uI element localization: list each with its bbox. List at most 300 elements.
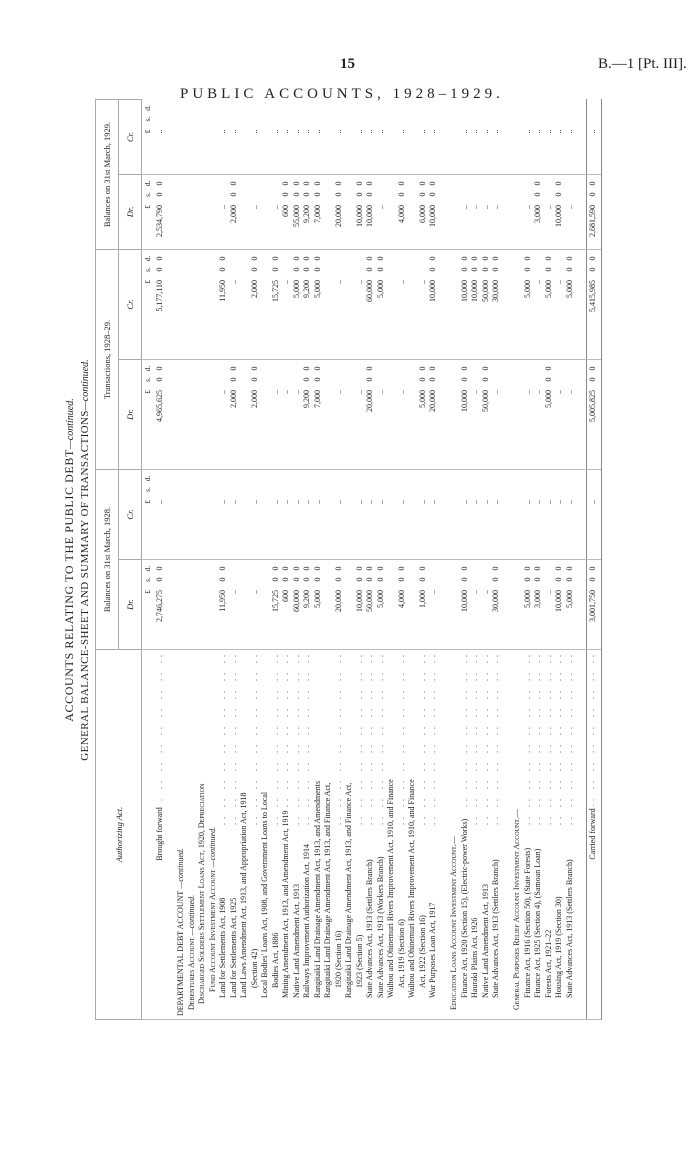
- authorizing-act: [565, 650, 576, 1020]
- amount-b28cr: [166, 469, 177, 559]
- pounds: ..: [302, 129, 311, 134]
- amount-b29dr: [344, 174, 355, 249]
- pence: 0: [588, 566, 598, 571]
- shillings: [281, 264, 292, 275]
- shillings: 0: [459, 577, 469, 582]
- pence: [418, 473, 429, 484]
- shillings: [376, 189, 387, 200]
- pounds: ..: [543, 129, 553, 134]
- pounds: ..: [543, 499, 553, 504]
- act-text: [166, 1014, 175, 1016]
- amount-b29cr: [281, 99, 292, 174]
- amount-b28cr: [460, 469, 471, 559]
- act-text: Finance Act, 1920 (Section 15), (Electric-power Works): [459, 818, 469, 998]
- pence: 0: [155, 256, 164, 261]
- amount-b28dr: [586, 560, 601, 650]
- shillings: 0: [396, 577, 406, 582]
- amount-tdr: [502, 359, 513, 469]
- amount-b28cr: [533, 469, 544, 559]
- pence: [313, 473, 324, 484]
- pence: [365, 473, 376, 484]
- act-text: Fund Account Investment Account: [207, 869, 217, 992]
- amount-b28dr: [460, 560, 471, 650]
- shillings: 0: [312, 267, 322, 272]
- amount-b29cr: [470, 99, 481, 174]
- amount-b29cr: [187, 99, 198, 174]
- amount-b28dr: [544, 560, 555, 650]
- pounds: 4,000: [396, 204, 406, 223]
- table-row: [586, 99, 601, 1019]
- shillings: [397, 264, 408, 275]
- amount-b28cr: [470, 469, 481, 559]
- amount-b28cr: [502, 469, 513, 559]
- amount-b29dr: [197, 174, 208, 249]
- shillings: [250, 189, 261, 200]
- amount-b28dr: [176, 560, 187, 650]
- pounds: 2,534,790: [155, 204, 164, 237]
- shillings: [533, 113, 544, 124]
- shillings: [281, 374, 292, 385]
- pounds: ..: [417, 279, 427, 284]
- amount-b29cr: [250, 99, 261, 174]
- pounds: 10,000: [459, 590, 469, 612]
- amount-b29cr: [554, 99, 565, 174]
- pounds: 30,000: [491, 279, 500, 302]
- pounds: ..: [218, 499, 227, 504]
- pounds: 4,000: [396, 590, 406, 608]
- pence: [523, 473, 534, 484]
- act-text: Rangitaiki Land Drainage Amendment Act, 1913, and Finance Act,: [344, 782, 353, 998]
- rotated-table-section: [62, 100, 607, 1020]
- shillings: [334, 264, 345, 275]
- pounds: ..: [470, 129, 479, 134]
- pounds: ..: [554, 279, 563, 284]
- amount-b29dr: [208, 174, 219, 249]
- amount-b28dr: [229, 560, 240, 650]
- shillings: [588, 484, 599, 495]
- amount-b29dr: [376, 174, 387, 249]
- shillings: [533, 484, 544, 495]
- pounds: ..: [302, 499, 311, 504]
- title-continued: —continued.: [65, 398, 76, 450]
- pounds: ..: [491, 129, 500, 134]
- pounds: 5,000: [375, 279, 385, 298]
- amount-b29cr: [208, 99, 219, 174]
- pence: [397, 102, 408, 113]
- amount-b29dr: [365, 174, 376, 249]
- act-text: General Purposes Relief Account Investment Account.—: [512, 809, 521, 1010]
- pence: 0: [291, 256, 301, 261]
- amount-b29cr: [166, 99, 177, 174]
- pence: [292, 363, 303, 374]
- table-row: [365, 99, 376, 1019]
- pence: 0: [365, 566, 374, 571]
- pounds: 2,000: [228, 389, 238, 408]
- shillings: 0: [281, 577, 290, 582]
- shillings: 0: [302, 577, 311, 582]
- pounds: 2,000: [249, 279, 259, 298]
- shillings: [355, 113, 366, 124]
- amount-tcr: [323, 249, 334, 359]
- shillings: [481, 484, 492, 495]
- pence: 0: [228, 366, 238, 371]
- pence: [334, 363, 345, 374]
- amount-tdr: [365, 359, 376, 469]
- pence: 0: [554, 181, 563, 186]
- pounds: ..: [270, 129, 280, 134]
- pence: 0: [375, 566, 385, 571]
- pence: [292, 102, 303, 113]
- amount-tcr: [586, 249, 601, 359]
- shillings: [481, 113, 492, 124]
- authorizing-act: [208, 650, 219, 1020]
- pence: [302, 102, 313, 113]
- table-row: [407, 99, 418, 1019]
- authorizing-act: [281, 650, 292, 1020]
- amount-b29dr: [449, 174, 460, 249]
- pence: 0: [354, 566, 364, 571]
- shillings: [523, 113, 534, 124]
- pounds: ..: [333, 499, 343, 504]
- shillings: 0: [365, 267, 374, 272]
- shillings: [271, 113, 282, 124]
- amount-b28cr: [565, 469, 576, 559]
- pounds: 5,000: [375, 590, 385, 608]
- authorizing-act: [302, 650, 313, 1020]
- shillings: [460, 113, 471, 124]
- shillings: [302, 484, 313, 495]
- amount-b29cr: [323, 99, 334, 174]
- pounds: ..: [281, 279, 290, 284]
- shillings: [397, 113, 408, 124]
- shillings: [271, 189, 282, 200]
- pounds: ..: [155, 129, 164, 134]
- amount-b28cr: [386, 469, 397, 559]
- pence: [218, 102, 229, 113]
- shillings: [292, 484, 303, 495]
- shillings: 0: [228, 192, 238, 197]
- pounds: ..: [533, 499, 542, 504]
- table-row: [491, 99, 502, 1019]
- amount-b29cr: [376, 99, 387, 174]
- pounds: ..: [249, 129, 259, 134]
- shillings: [313, 113, 324, 124]
- shillings: [565, 189, 576, 200]
- amount-tdr: [155, 359, 166, 469]
- pence: 0: [480, 256, 490, 261]
- pounds: 600: [281, 204, 290, 217]
- shillings: [302, 113, 313, 124]
- pounds: ..: [588, 129, 598, 134]
- pounds: ..: [417, 499, 427, 504]
- title-text: ACCOUNTS RELATING TO THE PUBLIC DEBT: [62, 449, 76, 722]
- shillings: 0: [354, 577, 364, 582]
- pounds: 2,000: [228, 204, 238, 223]
- header-cr: Cr.: [119, 469, 142, 559]
- table-row: [313, 99, 324, 1019]
- authorizing-act: [544, 650, 555, 1020]
- pence: [491, 102, 502, 113]
- authorizing-act: [491, 650, 502, 1020]
- pounds: ..: [396, 499, 406, 504]
- amount-b28dr: [313, 560, 324, 650]
- shillings: 0: [155, 377, 164, 382]
- amount-b28dr: [565, 560, 576, 650]
- pounds: ..: [281, 499, 290, 504]
- pence: 0: [491, 566, 500, 571]
- pounds: ..: [249, 204, 259, 209]
- amount-b28dr: [439, 560, 450, 650]
- pounds: 5,000: [312, 590, 322, 608]
- shillings: 0: [333, 577, 343, 582]
- authorizing-act: [187, 650, 198, 1020]
- authorizing-act: [460, 650, 471, 1020]
- amount-b28cr: [271, 469, 282, 559]
- pounds: ..: [470, 499, 479, 504]
- amount-tdr: [260, 359, 271, 469]
- authorizing-act: [271, 650, 282, 1020]
- amount-b28cr: [586, 469, 601, 559]
- pence: [481, 473, 492, 484]
- amount-tdr: [386, 359, 397, 469]
- shillings: [397, 484, 408, 495]
- amount-b28dr: [502, 560, 513, 650]
- pounds: 11,950: [218, 590, 227, 612]
- header-dr: Dr.: [119, 359, 142, 469]
- pounds: ..: [281, 389, 290, 394]
- shillings: [376, 374, 387, 385]
- pence: 0: [428, 181, 437, 186]
- shillings: 0: [543, 267, 553, 272]
- shillings: [418, 484, 429, 495]
- shillings: [470, 113, 481, 124]
- amount-b28dr: [239, 560, 250, 650]
- amount-b28dr: [449, 560, 460, 650]
- amount-b28cr: [208, 469, 219, 559]
- pounds: ..: [533, 129, 542, 134]
- amount-tcr: [470, 249, 481, 359]
- pounds: ..: [375, 389, 385, 394]
- act-text: Discharged Soldiers Settlement Loans Act, 1920, Depreciation: [197, 783, 206, 1004]
- pounds: ..: [480, 204, 490, 209]
- amount-tcr: [449, 249, 460, 359]
- shillings: [491, 374, 502, 385]
- pence: 0: [522, 566, 532, 571]
- amount-b28cr: [439, 469, 450, 559]
- pounds: ..: [543, 590, 553, 594]
- pence: [376, 102, 387, 113]
- amount-b29dr: [292, 174, 303, 249]
- pence: 0: [459, 566, 469, 571]
- shillings: 0: [522, 577, 532, 582]
- shillings: [554, 264, 565, 275]
- header-balances-1929: Balances on 31st March, 1929.: [96, 99, 119, 249]
- amount-tcr: [407, 249, 418, 359]
- pence: [397, 253, 408, 264]
- authorizing-act: [344, 650, 355, 1020]
- amount-b29cr: [481, 99, 492, 174]
- pounds: ..: [459, 129, 469, 134]
- act-text: War Purposes Loan Act, 1917: [428, 902, 437, 998]
- pounds: ..: [228, 279, 238, 284]
- pence: [554, 253, 565, 264]
- act-text: [575, 1014, 584, 1016]
- pence: 0: [491, 256, 500, 261]
- shillings: [281, 113, 292, 124]
- pounds: ..: [480, 499, 490, 504]
- pounds: 4,965,625: [155, 389, 164, 422]
- amount-tcr: [502, 249, 513, 359]
- shillings: 0: [428, 192, 437, 197]
- table-row: [239, 99, 250, 1019]
- shillings: [218, 189, 229, 200]
- pounds: ..: [428, 499, 437, 504]
- pence: [365, 102, 376, 113]
- amount-tdr: [439, 359, 450, 469]
- shillings: 0: [480, 267, 490, 272]
- pounds: 2,000: [249, 389, 259, 408]
- amount-b29cr: [218, 99, 229, 174]
- shillings: 0: [564, 267, 574, 272]
- act-text: Act, 1922 (Section 16): [417, 915, 427, 988]
- pounds: ..: [291, 389, 301, 394]
- pence: [281, 102, 292, 113]
- pounds: ..: [491, 499, 500, 504]
- amount-b28dr: [481, 560, 492, 650]
- pence: [565, 102, 576, 113]
- amount-b28cr: [313, 469, 324, 559]
- amount-b28cr: [407, 469, 418, 559]
- pounds: 600: [281, 590, 290, 602]
- pence: [491, 178, 502, 189]
- table-row: [187, 99, 198, 1019]
- amount-tcr: [439, 249, 450, 359]
- shillings: 0: [281, 192, 290, 197]
- amount-b28dr: [533, 560, 544, 650]
- pence: [292, 473, 303, 484]
- pence: [376, 363, 387, 374]
- shillings: 0: [588, 377, 598, 382]
- table-row: [386, 99, 397, 1019]
- pence: [218, 473, 229, 484]
- shillings: [470, 374, 481, 385]
- pounds: ..: [522, 389, 532, 394]
- authorizing-act: [229, 650, 240, 1020]
- pounds: ..: [249, 499, 259, 504]
- amount-b28dr: [260, 560, 271, 650]
- pence: [376, 473, 387, 484]
- shillings: 0: [375, 577, 385, 582]
- amount-b28cr: [355, 469, 366, 559]
- amount-b28dr: [575, 560, 586, 650]
- amount-b29cr: [365, 99, 376, 174]
- amount-b28cr: [323, 469, 334, 559]
- act-text: Land Laws Amendment Act, 1913, and Appropriation Act, 1918: [239, 792, 248, 998]
- shillings: [544, 113, 555, 124]
- amount-b28cr: [176, 469, 187, 559]
- pence: [155, 473, 166, 484]
- shillings: 0: [417, 192, 427, 197]
- pounds: 10,000: [365, 204, 374, 227]
- amount-b28cr: [334, 469, 345, 559]
- amount-b28cr: [250, 469, 261, 559]
- authorizing-act: [250, 650, 261, 1020]
- pounds: 9,200: [302, 389, 311, 408]
- amount-tcr: [218, 249, 229, 359]
- pence: [250, 102, 261, 113]
- amount-tdr: [407, 359, 418, 469]
- amount-tdr: [271, 359, 282, 469]
- pounds: ..: [333, 129, 343, 134]
- amount-b29dr: [523, 174, 534, 249]
- amount-tdr: [491, 359, 502, 469]
- pounds: 5,005,825: [588, 389, 598, 422]
- unit-row: [142, 99, 156, 1019]
- amount-b28dr: [218, 560, 229, 650]
- pence: [355, 102, 366, 113]
- shillings: [250, 113, 261, 124]
- pence: [355, 363, 366, 374]
- authorizing-act: [575, 650, 586, 1020]
- amount-b29dr: [397, 174, 408, 249]
- table-row: [554, 99, 565, 1019]
- pence: [271, 363, 282, 374]
- pence: 0: [543, 366, 553, 371]
- shillings: 0: [291, 192, 301, 197]
- act-text: Local Bodies' Loans Act, 1908, and Government Loans to Local: [260, 791, 269, 998]
- amount-b29cr: [397, 99, 408, 174]
- shillings: 0: [543, 377, 553, 382]
- amount-tcr: [544, 249, 555, 359]
- table-row: [428, 99, 439, 1019]
- header-cr: Cr.: [119, 249, 142, 359]
- act-text: Hauraki Plains Act, 1926: [470, 917, 479, 998]
- pence: [302, 473, 313, 484]
- amount-b28dr: [323, 560, 334, 650]
- header-transactions: Transactions, 1928–29.: [96, 249, 119, 469]
- amount-tcr: [229, 249, 240, 359]
- amount-b29cr: [271, 99, 282, 174]
- pounds: ..: [333, 279, 343, 284]
- pounds: ..: [543, 204, 553, 209]
- pounds: 50,000: [365, 590, 374, 612]
- shillings: 0: [155, 267, 164, 272]
- pence: [355, 473, 366, 484]
- pence: [481, 102, 492, 113]
- authorizing-act: [502, 650, 513, 1020]
- pence: 0: [470, 256, 479, 261]
- act-text: Brought forward: [155, 807, 164, 861]
- pounds: 20,000: [333, 204, 343, 227]
- amount-tcr: [418, 249, 429, 359]
- table-row: [229, 99, 240, 1019]
- pounds: 5,000: [417, 389, 427, 408]
- shillings: 0: [522, 267, 532, 272]
- pounds: ..: [564, 129, 574, 134]
- act-text: 1920 (Section 16): [333, 930, 343, 988]
- shillings: [544, 574, 555, 585]
- amount-b29dr: [554, 174, 565, 249]
- pence: 0: [588, 256, 598, 261]
- amount-tcr: [533, 249, 544, 359]
- pence: 0: [249, 256, 259, 261]
- act-text: Housing Act, 1919 (Section 30): [554, 896, 563, 998]
- pounds: 10,000: [470, 279, 479, 302]
- pounds: 5,000: [522, 590, 532, 608]
- authorizing-act: [418, 650, 429, 1020]
- pence: [271, 473, 282, 484]
- pounds: 10,000: [354, 590, 364, 612]
